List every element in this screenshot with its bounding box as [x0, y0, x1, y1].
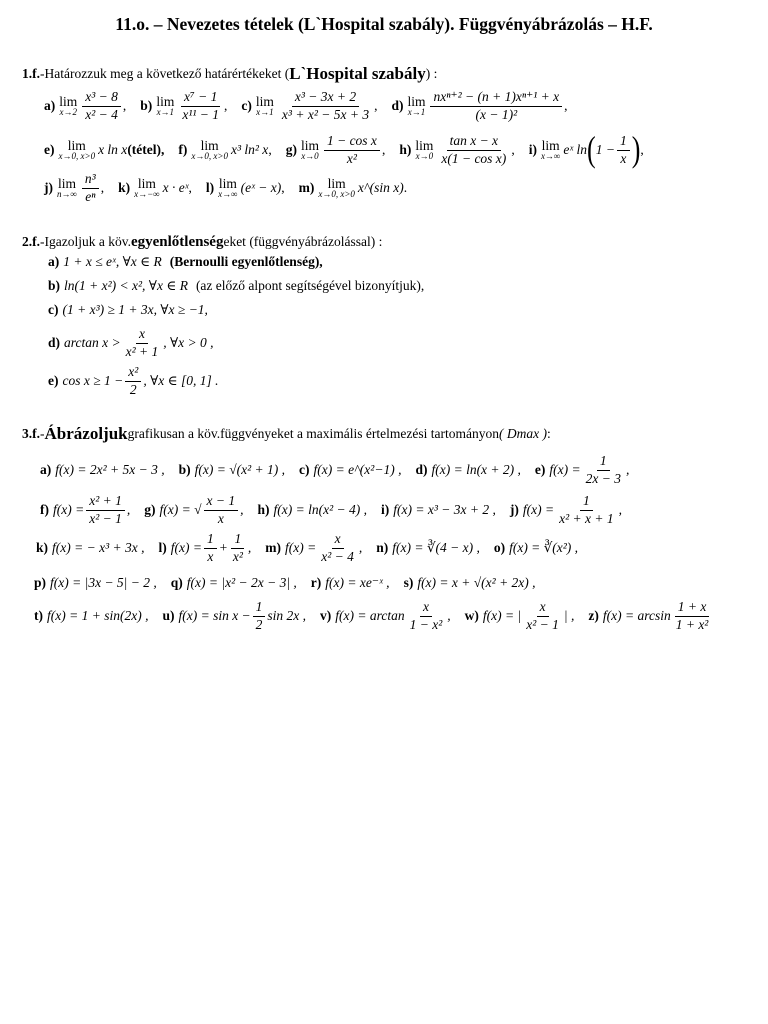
expression: f(x) = e^(x²−1) , — [313, 462, 402, 477]
item-label: g) — [144, 502, 156, 517]
close-paren: ) — [631, 129, 641, 170]
fraction — [583, 454, 624, 487]
item-label: p) — [34, 575, 47, 590]
exercise-item — [299, 462, 401, 478]
exercise-item — [399, 134, 514, 167]
exercise-item — [206, 177, 285, 200]
exercise-2-row — [0, 362, 768, 400]
limit-word: lim — [67, 137, 86, 153]
denominator: x — [217, 510, 224, 526]
item-label: c) — [241, 98, 252, 113]
denominator: x² − 4 — [85, 106, 118, 122]
item-label: w) — [464, 608, 479, 623]
exercise-item — [528, 129, 644, 170]
item-label: k) — [36, 540, 49, 555]
item-label: l) — [205, 180, 215, 195]
exercise-2-content — [48, 250, 323, 274]
fraction — [82, 172, 99, 205]
exercise-3-row-2 — [0, 488, 768, 532]
expression-suffix: , — [447, 608, 451, 623]
expression-prefix: f(x) = — [549, 462, 581, 477]
item-label: r) — [310, 575, 322, 590]
item-label: h) — [257, 502, 270, 517]
exercise-item — [415, 462, 520, 478]
exercise-item — [144, 494, 243, 527]
limit-operator — [407, 95, 425, 118]
limit-operator — [59, 139, 96, 162]
numerator: x — [537, 600, 549, 617]
denominator: x — [207, 548, 214, 564]
limit-subscript: x→0 — [415, 151, 434, 162]
numerator: tan x − x — [447, 134, 501, 151]
limit-subscript: x→2 — [59, 107, 77, 118]
limit-subscript: x→1 — [156, 107, 175, 118]
exercise-2-row — [0, 324, 768, 362]
fraction — [230, 532, 246, 565]
exercise-item — [159, 532, 252, 565]
numerator: 1 − cos x — [324, 134, 380, 151]
denominator: 2 — [129, 381, 137, 397]
page-title: 11.o. – Nevezetes tételek (L`Hospital szabály). Függvényábrázolás – H.F. — [115, 14, 653, 34]
limit-operator — [415, 139, 433, 162]
fraction — [438, 134, 509, 167]
section-dash: - — [40, 426, 45, 441]
expression-prefix: f(x) = — [53, 502, 85, 517]
fraction — [125, 365, 141, 398]
fraction — [407, 600, 446, 633]
exercise-item — [494, 540, 578, 556]
exercise-item — [381, 502, 496, 518]
expression: x³ ln² x — [230, 142, 269, 157]
numerator: 1 — [597, 454, 610, 471]
exercise-2-content — [48, 324, 214, 362]
exercise-item — [162, 600, 306, 633]
limit-word: lim — [255, 93, 274, 109]
item-note: (tétel), — [127, 142, 165, 157]
item-label: j) — [44, 180, 53, 195]
exercise-item — [48, 365, 218, 398]
limit-word: lim — [218, 175, 237, 191]
numerator: x² — [125, 365, 141, 382]
punctuation: , — [268, 142, 272, 157]
item-label: b) — [178, 462, 191, 477]
exercise-item — [48, 254, 323, 270]
numerator: 1 — [617, 134, 630, 151]
expression-suffix: , — [240, 502, 244, 517]
item-label: g) — [285, 142, 297, 157]
fraction — [430, 90, 562, 123]
numerator: x³ − 3x + 2 — [292, 90, 359, 107]
expression-prefix: cos x ≥ 1 − — [62, 373, 124, 388]
exercise-item — [510, 494, 622, 527]
item-label: j) — [509, 502, 519, 517]
expression: x ln x — [98, 142, 128, 157]
punctuation: , — [511, 142, 515, 157]
punctuation: , — [281, 180, 285, 195]
numerator: nxⁿ⁺² − (n + 1)xⁿ⁺¹ + x — [430, 90, 562, 107]
item-label: a) — [44, 98, 56, 113]
exercise-item — [404, 575, 536, 591]
expression-prefix: arctan x > — [64, 335, 121, 350]
limit-operator — [156, 95, 174, 118]
fraction — [556, 494, 617, 527]
punctuation: , — [374, 98, 378, 113]
limit-word: lim — [200, 137, 219, 153]
denominator: x² — [232, 548, 243, 564]
section-number: 3.f. — [22, 426, 40, 441]
limit-subscript: x→∞ — [540, 151, 561, 162]
expression-suffix: , — [625, 462, 630, 477]
exercise-item — [241, 90, 377, 123]
limit-operator — [57, 177, 77, 200]
exercise-item — [48, 278, 424, 294]
item-label: b) — [140, 98, 153, 113]
limit-operator — [191, 139, 228, 162]
limit-operator — [218, 177, 237, 200]
exercise-2-row — [0, 274, 768, 298]
expression: f(x) = xe⁻ˣ , — [325, 575, 390, 590]
domain-notation: ( Dmax ) — [499, 426, 547, 441]
limit-subscript: x→1 — [407, 107, 426, 118]
expression: f(x) = − x³ + 3x , — [52, 540, 145, 555]
limit-subscript: x→∞ — [218, 189, 238, 200]
section-number: 2.f. — [22, 234, 40, 249]
limit-operator — [134, 177, 159, 200]
item-label: e) — [48, 373, 59, 388]
numerator: x — [332, 532, 344, 549]
section-number: 1.f. — [22, 66, 40, 81]
exercise-item — [258, 502, 368, 518]
limit-subscript: x→0 — [301, 151, 319, 162]
expression: f(x) = x³ − 3x + 2 , — [393, 502, 496, 517]
fraction — [86, 494, 125, 527]
expression: f(x) = ∛(4 − x) , — [392, 540, 480, 555]
punctuation: , — [100, 180, 105, 195]
denominator: 2x − 3 — [585, 470, 621, 486]
exercise-2-row — [0, 298, 768, 322]
exercise-item — [34, 608, 148, 624]
exercise-item — [44, 139, 164, 162]
expression-suffix: , ∀x > 0 , — [163, 335, 214, 350]
limit-word: lim — [415, 137, 434, 153]
punctuation: , — [188, 180, 192, 195]
limit-operator — [318, 177, 355, 200]
limit-subscript: x→0, x>0 — [318, 189, 355, 200]
expression: eˣ ln — [563, 142, 588, 157]
fraction — [318, 532, 357, 565]
denominator: x — [620, 150, 627, 166]
limit-word: lim — [156, 93, 175, 109]
limit-word: lim — [300, 137, 319, 153]
exercise-item — [40, 462, 165, 478]
numerator: 1 — [580, 494, 593, 511]
denominator: x² − 1 — [526, 616, 559, 632]
exercise-1-row-1 — [0, 84, 768, 128]
punctuation: , — [122, 98, 127, 113]
item-label: d) — [391, 98, 404, 113]
section-intro: -Igazoljuk a köv. — [40, 234, 131, 249]
limit-operator — [59, 95, 77, 118]
expression-suffix: , — [618, 502, 622, 517]
expression: 1 + x ≤ eˣ, ∀x ∈ R — [63, 254, 162, 269]
section-intro: -Határozzuk meg a következő határértékeket ( — [40, 66, 290, 81]
expression-prefix: f(x) = — [522, 502, 555, 517]
item-label: m) — [298, 180, 315, 195]
expression: f(x) = 2x² + 5x − 3 , — [55, 462, 165, 477]
fraction — [617, 134, 630, 167]
punctuation: , — [640, 142, 644, 157]
item-label: d) — [415, 462, 428, 477]
item-label: e) — [44, 142, 55, 157]
fraction — [324, 134, 380, 167]
denominator: x² — [346, 150, 357, 166]
exercise-item — [44, 172, 104, 205]
section-intro-end: ) : — [425, 66, 438, 81]
exercise-3-row-3 — [0, 528, 768, 568]
punctuation: . — [403, 180, 408, 195]
expression-prefix: f(x) = sin x − — [178, 608, 251, 623]
limit-subscript: x→0, x>0 — [58, 151, 96, 162]
expression-prefix: f(x) = √ — [159, 502, 202, 517]
exercise-item — [299, 177, 408, 200]
expression-suffix: , — [126, 502, 131, 517]
section-1-heading — [0, 62, 768, 86]
item-label: s) — [403, 575, 414, 590]
expression-suffix: , — [358, 540, 363, 555]
item-label: i) — [528, 142, 537, 157]
limit-word: lim — [327, 175, 346, 191]
expression-prefix: f(x) = | — [482, 608, 522, 623]
exercise-item — [391, 90, 567, 123]
limit-subscript: x→0, x>0 — [191, 151, 228, 162]
expression-prefix: f(x) = arctan — [335, 608, 405, 623]
denominator: (x − 1)² — [475, 106, 518, 122]
denominator: 1 − x² — [409, 616, 443, 632]
limit-word: lim — [57, 175, 76, 191]
expression-suffix: | , — [563, 608, 575, 623]
item-label: v) — [320, 608, 332, 623]
expression: f(x) = ln(x + 2) , — [431, 462, 521, 477]
numerator: x − 1 — [204, 494, 239, 511]
expression: (1 + x³) ≥ 1 + 3x, ∀x ≥ −1, — [62, 302, 208, 317]
exercise-item — [320, 600, 451, 633]
expression: f(x) = ∛(x²) , — [509, 540, 579, 555]
exercise-item — [179, 462, 285, 478]
item-label: n) — [376, 540, 389, 555]
open-paren: ( — [587, 129, 596, 170]
denominator: 2 — [255, 616, 263, 632]
numerator: n³ — [82, 172, 99, 189]
limit-subscript: x→−∞ — [134, 189, 160, 200]
limit-operator — [256, 95, 274, 118]
item-label: i) — [381, 502, 390, 517]
item-label: k) — [118, 180, 131, 195]
exercise-item — [535, 454, 629, 487]
section-emphasis: Ábrázoljuk — [44, 424, 128, 443]
limit-operator — [541, 139, 560, 162]
section-intro: grafikusan a köv.függvényeket a maximális értelmezési tartományon — [127, 426, 499, 441]
denominator: x³ + x² − 5x + 3 — [281, 106, 370, 122]
fraction — [523, 600, 562, 633]
exercise-3-row-1 — [0, 450, 768, 490]
exercise-2-content — [48, 298, 208, 322]
numerator: 1 — [253, 600, 266, 617]
fraction — [673, 600, 712, 633]
item-label: o) — [493, 540, 506, 555]
expression-prefix: f(x) = arcsin — [602, 608, 671, 623]
exercise-item — [48, 327, 214, 360]
exercise-3-row-4 — [0, 566, 768, 600]
expression: x^(sin x) — [357, 180, 404, 195]
punctuation: , — [224, 98, 228, 113]
item-label: u) — [162, 608, 175, 623]
fraction — [179, 90, 222, 123]
limit-word: lim — [59, 93, 78, 109]
item-label: m) — [265, 540, 282, 555]
exercise-item — [40, 494, 130, 527]
exercise-item — [286, 134, 386, 167]
fraction — [82, 90, 121, 123]
expression-suffix: sin 2x , — [267, 608, 307, 623]
fraction — [204, 532, 217, 565]
limit-word: lim — [541, 137, 560, 153]
limit-subscript: n→∞ — [57, 189, 77, 200]
denominator: x² − 1 — [89, 510, 122, 526]
exercise-item — [311, 575, 390, 591]
expression: f(x) = x + √(x² + 2x) , — [417, 575, 536, 590]
numerator: x³ − 8 — [82, 90, 121, 107]
item-label: l) — [158, 540, 167, 555]
exercise-3-row-5 — [0, 596, 768, 636]
punctuation: , — [564, 98, 568, 113]
item-label: c) — [48, 302, 59, 317]
limit-subscript: x→1 — [256, 107, 274, 118]
fraction — [123, 327, 162, 360]
numerator: x² + 1 — [86, 494, 125, 511]
item-note: (Bernoulli egyenlőtlenség), — [169, 254, 323, 269]
numerator: x — [420, 600, 432, 617]
expression-prefix: f(x) = — [170, 540, 202, 555]
item-label: a) — [40, 462, 52, 477]
fraction — [204, 494, 239, 527]
item-label: h) — [399, 142, 412, 157]
expression: ln(1 + x²) < x², ∀x ∈ R — [64, 278, 188, 293]
inner-term: 1 − — [595, 142, 615, 157]
operator: + — [218, 540, 228, 555]
fraction — [253, 600, 266, 633]
section-emphasis: egyenlőtlenség — [130, 233, 224, 250]
item-label: q) — [170, 575, 183, 590]
expression: f(x) = ln(x² − 4) , — [273, 502, 368, 517]
section-intro-end: eket (függvényábrázolással) : — [223, 234, 383, 249]
expression: f(x) = |3x − 5| − 2 , — [50, 575, 157, 590]
expression-prefix: f(x) = — [285, 540, 317, 555]
item-label: t) — [34, 608, 43, 623]
item-label: b) — [48, 278, 61, 293]
expression: x · eˣ — [162, 180, 189, 195]
exercise-item — [48, 302, 208, 318]
exercise-item — [34, 575, 157, 591]
exercise-item — [171, 575, 297, 591]
item-label: z) — [588, 608, 599, 623]
section-3-heading — [0, 420, 768, 448]
exercise-2-content — [48, 274, 424, 298]
numerator: 1 — [204, 532, 217, 549]
exercise-item — [178, 139, 271, 162]
item-label: f) — [40, 502, 49, 517]
numerator: 1 + x — [675, 600, 710, 617]
exercise-item — [140, 90, 227, 123]
item-label: e) — [534, 462, 546, 477]
exercise-2-row — [0, 250, 768, 274]
numerator: x — [136, 327, 148, 344]
exercise-item — [376, 540, 480, 556]
expression-suffix: , — [247, 540, 252, 555]
limit-operator — [301, 139, 319, 162]
expression: f(x) = |x² − 2x − 3| , — [186, 575, 297, 590]
expression: f(x) = √(x² + 1) , — [194, 462, 286, 477]
denominator: 1 + x² — [675, 616, 709, 632]
section-colon: : — [546, 426, 551, 441]
denominator: x² − 4 — [321, 548, 354, 564]
exercise-item — [588, 600, 713, 633]
numerator: x⁷ − 1 — [181, 90, 220, 107]
exercise-item — [118, 177, 192, 200]
denominator: x² + x + 1 — [559, 510, 614, 526]
fraction — [279, 90, 372, 123]
exercise-item — [465, 600, 575, 633]
denominator: x¹¹ − 1 — [182, 106, 220, 122]
denominator: eⁿ — [85, 188, 96, 204]
exercise-1-row-3 — [0, 166, 768, 210]
item-label: c) — [299, 462, 310, 477]
item-note: (az előző alpont segítségével bizonyítjuk), — [195, 278, 425, 293]
limit-word: lim — [137, 175, 156, 191]
exercise-2-content — [48, 362, 218, 400]
section-emphasis: L`Hospital szabály — [289, 64, 426, 83]
item-label: d) — [48, 335, 61, 350]
expression-suffix: , ∀x ∈ [0, 1] . — [143, 373, 219, 388]
exercise-item — [265, 532, 362, 565]
limit-word: lim — [407, 93, 426, 109]
denominator: x(1 − cos x) — [441, 150, 507, 166]
denominator: x² + 1 — [125, 343, 159, 359]
exercise-item — [44, 90, 126, 123]
item-label: f) — [178, 142, 188, 157]
item-label: a) — [48, 254, 60, 269]
expression: (eˣ − x) — [240, 180, 282, 195]
punctuation: , — [381, 142, 386, 157]
expression: f(x) = 1 + sin(2x) , — [47, 608, 149, 623]
numerator: 1 — [231, 532, 244, 549]
exercise-item — [36, 540, 145, 556]
